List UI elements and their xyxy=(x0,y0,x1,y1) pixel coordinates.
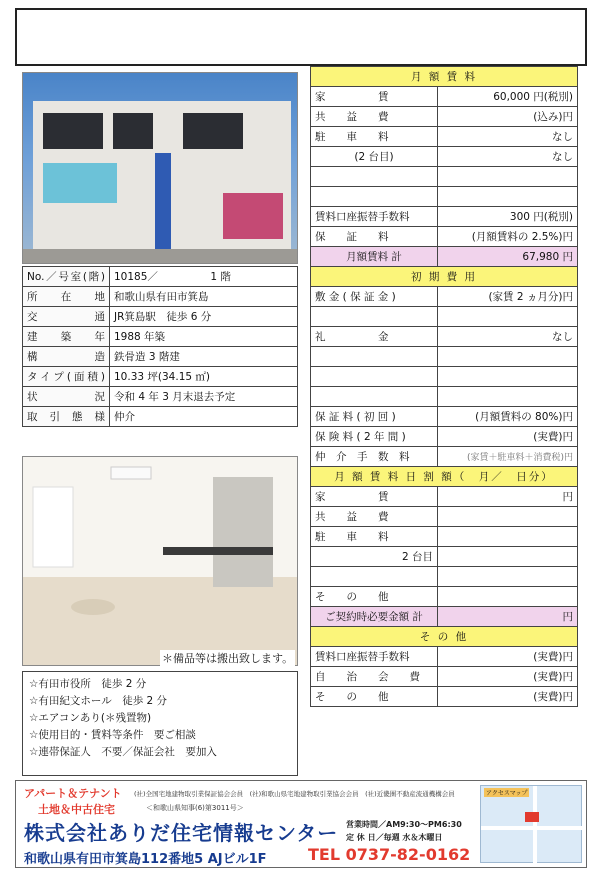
fee-value xyxy=(438,367,578,387)
interior-illustration xyxy=(23,457,298,666)
fee-label: 2 台目 xyxy=(311,547,438,567)
fee-label: そ の 他 xyxy=(311,587,438,607)
fee-label: 家 賃 xyxy=(311,487,438,507)
table-row xyxy=(23,307,298,327)
table-row xyxy=(311,667,578,687)
table-row xyxy=(311,427,578,447)
total-value: 円 xyxy=(438,607,578,627)
table-row xyxy=(311,227,578,247)
row-label: 交 通 xyxy=(23,307,110,327)
fee-value: 300 円(税別) xyxy=(438,207,578,227)
row-label: 建 築 年 xyxy=(23,327,110,347)
row-value: 10185／ 1 階 xyxy=(110,267,298,287)
section-header-other xyxy=(311,627,578,647)
building-photo xyxy=(22,72,298,264)
notes-box xyxy=(22,671,298,776)
header-cell: そ の 他 xyxy=(311,627,578,647)
table-row xyxy=(23,367,298,387)
fee-label xyxy=(311,347,438,367)
note-item: ☆有田紀文ホール 徒歩 2 分 xyxy=(29,695,168,707)
table-row xyxy=(311,487,578,507)
map-pin-icon xyxy=(525,812,539,822)
building-illustration xyxy=(23,73,298,264)
row-value: 仲介 xyxy=(110,407,298,427)
license-number: ＜和歌山県知事(6)第3011号＞ xyxy=(146,804,244,812)
fee-value xyxy=(438,547,578,567)
phone-number: TEL 0737-82-0162 xyxy=(308,845,471,864)
monthly-total-row xyxy=(311,247,578,267)
row-value: 1988 年築 xyxy=(110,327,298,347)
fee-label: 仲 介 手 数 料 xyxy=(311,447,438,467)
table-row xyxy=(311,567,578,587)
fee-value xyxy=(438,187,578,207)
row-label: タイプ(面積) xyxy=(23,367,110,387)
table-row xyxy=(23,267,298,287)
table-row xyxy=(311,587,578,607)
header-cell: 月 額 賃 料 日 割 額（ 月／ 日分） xyxy=(311,467,578,487)
category-apartment-tenant: アパート＆テナント xyxy=(24,787,122,800)
fee-label xyxy=(311,567,438,587)
fee-label: 家 賃 xyxy=(311,87,438,107)
note-item: ☆エアコンあり(＊残置物) xyxy=(29,712,152,724)
table-row xyxy=(311,647,578,667)
row-label: 所 在 地 xyxy=(23,287,110,307)
fee-value xyxy=(438,347,578,367)
company-name: 株式会社ありだ住宅情報センター xyxy=(24,821,339,845)
table-row xyxy=(311,107,578,127)
fee-label: そ の 他 xyxy=(311,687,438,707)
fee-label: 保 険 料 ( 2 年 間 ) xyxy=(311,427,438,447)
fee-label: 駐 車 料 xyxy=(311,527,438,547)
table-row xyxy=(311,327,578,347)
table-row xyxy=(311,207,578,227)
fee-value: (家賃＋駐車料＋消費税)円 xyxy=(438,447,578,467)
holidays: 定 休 日／毎週 水＆木曜日 xyxy=(346,833,443,842)
map-road xyxy=(533,786,537,864)
top-banner xyxy=(15,8,587,66)
fee-label xyxy=(311,307,438,327)
map-road xyxy=(481,826,583,830)
fee-value: (実費)円 xyxy=(438,667,578,687)
header-cell: 初 期 費 用 xyxy=(311,267,578,287)
fee-label xyxy=(311,387,438,407)
row-value: 鉄骨造 3 階建 xyxy=(110,347,298,367)
total-value: 67,980 円 xyxy=(438,247,578,267)
table-row xyxy=(311,367,578,387)
row-value: 10.33 坪(34.15 ㎡) xyxy=(110,367,298,387)
fee-value xyxy=(438,307,578,327)
table-row xyxy=(311,167,578,187)
fee-value: 60,000 円(税別) xyxy=(438,87,578,107)
fee-label: 共 益 費 xyxy=(311,507,438,527)
table-row xyxy=(311,127,578,147)
fee-value: なし xyxy=(438,127,578,147)
fee-value: (月額賃料の 2.5%)円 xyxy=(438,227,578,247)
table-row xyxy=(311,687,578,707)
note-item: ☆有田市役所 徒歩 2 分 xyxy=(29,678,147,690)
fee-label: 賃料口座振替手数料 xyxy=(311,647,438,667)
fee-value xyxy=(438,167,578,187)
row-label: 状 況 xyxy=(23,387,110,407)
table-row xyxy=(23,327,298,347)
fee-value: なし xyxy=(438,147,578,167)
row-label: 取 引 態 様 xyxy=(23,407,110,427)
table-row xyxy=(23,287,298,307)
fee-label: 自 治 会 費 xyxy=(311,667,438,687)
fee-label xyxy=(311,187,438,207)
category-land-used-house: 土地＆中古住宅 xyxy=(38,803,115,816)
property-info-table xyxy=(22,266,298,427)
table-row xyxy=(311,407,578,427)
interior-photo xyxy=(22,456,298,666)
fee-value xyxy=(438,507,578,527)
fee-value: (家賃 2 ヵ月分)円 xyxy=(438,287,578,307)
table-row xyxy=(311,387,578,407)
row-label: No.／号室(階) xyxy=(23,267,110,287)
fee-label xyxy=(311,167,438,187)
fee-value: (月額賃料の 80%)円 xyxy=(438,407,578,427)
header-cell: 月 額 賃 料 xyxy=(311,67,578,87)
fee-label: 保 証 料 ( 初 回 ) xyxy=(311,407,438,427)
fee-label: 礼 金 xyxy=(311,327,438,347)
fee-label: 敷 金 ( 保 証 金 ) xyxy=(311,287,438,307)
fee-value: 円 xyxy=(438,487,578,507)
business-hours: 営業時間／AM9:30〜PM6:30 xyxy=(346,820,462,829)
fee-label xyxy=(311,367,438,387)
row-value: JR箕島駅 徒歩 6 分 xyxy=(110,307,298,327)
photo-caption: ＊備品等は搬出致します。 xyxy=(162,652,294,665)
table-row xyxy=(311,87,578,107)
fee-value: (実費)円 xyxy=(438,427,578,447)
table-row xyxy=(23,347,298,367)
contract-total-row xyxy=(311,607,578,627)
company-address: 和歌山県有田市箕島112番地5 AJビル1F xyxy=(24,852,267,867)
fee-value xyxy=(438,527,578,547)
note-item: ☆連帯保証人 不要／保証会社 要加入 xyxy=(29,746,217,758)
section-header-daily xyxy=(311,467,578,487)
table-row xyxy=(311,447,578,467)
table-row xyxy=(23,387,298,407)
fee-value xyxy=(438,587,578,607)
fee-label: 賃料口座振替手数料 xyxy=(311,207,438,227)
table-row xyxy=(311,287,578,307)
table-row xyxy=(311,307,578,327)
fee-value xyxy=(438,387,578,407)
row-value: 和歌山県有田市箕島 xyxy=(110,287,298,307)
table-row xyxy=(311,507,578,527)
map-label: アクセスマップ xyxy=(486,790,528,797)
fee-label: (2 台目) xyxy=(311,147,438,167)
association-memberships: (社)全国宅地建物取引業保証協会会員 (社)和歌山県宅地建物取引業協会会員 (社)近畿圏不動産流通機構会員 xyxy=(134,790,455,798)
company-footer xyxy=(15,780,587,868)
total-label: 月額賃料 計 xyxy=(311,247,438,267)
section-header-initial xyxy=(311,267,578,287)
fee-label: 駐 車 料 xyxy=(311,127,438,147)
total-label: ご契約時必要金額 計 xyxy=(311,607,438,627)
row-value: 令和 4 年 3 月末退去予定 xyxy=(110,387,298,407)
fee-value: (実費)円 xyxy=(438,647,578,667)
table-row xyxy=(311,147,578,167)
access-map xyxy=(480,785,582,863)
fee-value: (実費)円 xyxy=(438,687,578,707)
fee-value xyxy=(438,567,578,587)
fee-label: 保 証 料 xyxy=(311,227,438,247)
fee-label: 共 益 費 xyxy=(311,107,438,127)
fee-value: なし xyxy=(438,327,578,347)
fee-value: (込み)円 xyxy=(438,107,578,127)
section-header-monthly xyxy=(311,67,578,87)
table-row xyxy=(311,547,578,567)
table-row xyxy=(311,527,578,547)
table-row xyxy=(311,187,578,207)
table-row xyxy=(311,347,578,367)
row-label: 構 造 xyxy=(23,347,110,367)
table-row xyxy=(23,407,298,427)
note-item: ☆使用目的・賃料等条件 要ご相談 xyxy=(29,729,196,741)
fees-table xyxy=(310,66,578,707)
